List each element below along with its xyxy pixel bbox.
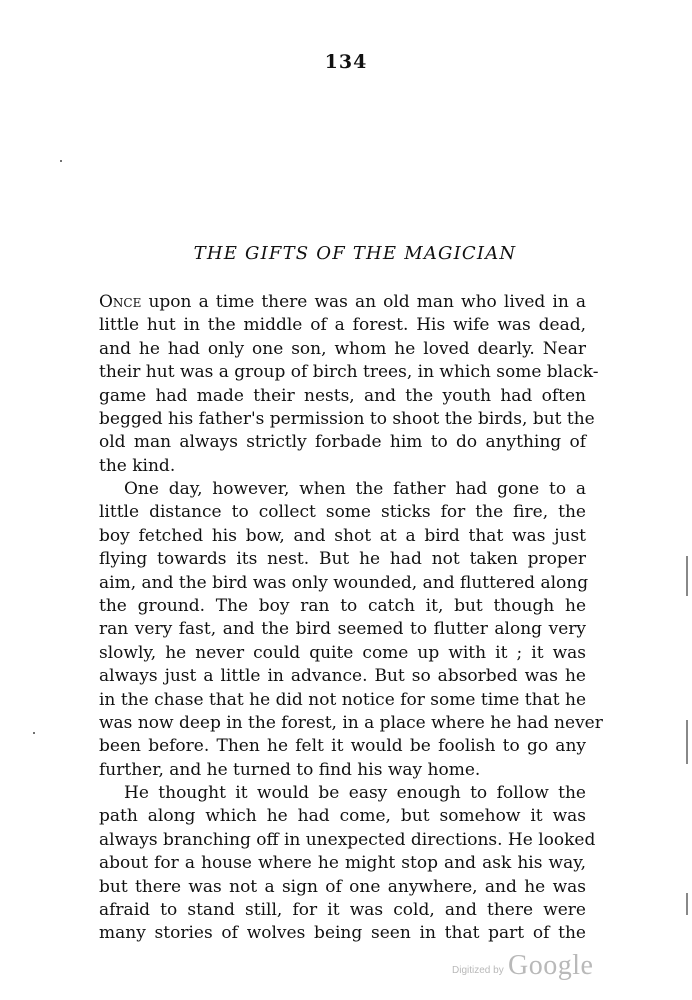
scan-edge-mark [686, 893, 688, 915]
text-line-rest: upon a time there was an old man who lived in a [141, 292, 586, 312]
text-line: their hut was a group of birch trees, in which some black- [99, 362, 599, 383]
text-line: little hut in the middle of a forest. His wife was dead, [99, 315, 586, 336]
text-line: many stories of wolves being seen in that part of the [99, 923, 586, 944]
digitized-watermark [452, 950, 592, 986]
text-line: little distance to collect some sticks for the fire, the [99, 502, 586, 523]
text-line: been before. Then he felt it would be foolish to go any [99, 736, 586, 757]
text-line: always branching off in unexpected directions. He looked [99, 829, 596, 850]
paper-speck [60, 160, 62, 162]
text-line: was now deep in the forest, in a place where he had never [99, 712, 603, 733]
text-line: but there was not a sign of one anywhere, and he was [99, 876, 586, 897]
text-line: and he had only one son, whom he loved dearly. Near [99, 338, 586, 359]
text-line: the ground. The boy ran to catch it, but though he [99, 595, 586, 616]
text-line: boy fetched his bow, and shot at a bird that was just [99, 525, 586, 546]
text-line: in the chase that he did not notice for some time that he [99, 689, 586, 710]
text-line: about for a house where he might stop and ask his way, [99, 853, 586, 874]
text-line: path along which he had come, but somehow it was [99, 806, 586, 827]
text-line: afraid to stand still, for it was cold, and there were [99, 899, 586, 920]
text-line: further, and he turned to find his way home. [99, 759, 481, 780]
text-line: He thought it would be easy enough to follow the [124, 783, 586, 803]
scan-edge-mark [686, 720, 688, 764]
text-line: slowly, he never could quite come up with it ; it was [99, 642, 586, 663]
chapter-title: THE GIFTS OF THE MAGICIAN [193, 243, 517, 264]
text-line: the kind. [99, 455, 176, 476]
text-line: begged his father's permission to shoot the birds, but the [99, 408, 595, 429]
scan-edge-mark [686, 556, 688, 596]
text-line: aim, and the bird was only wounded, and fluttered along [99, 572, 589, 593]
text-line: game had made their nests, and the youth had often [99, 385, 586, 406]
text-line: One day, however, when the father had gone to a [124, 479, 586, 499]
text-line: old man always strictly forbade him to do anything of [99, 432, 586, 453]
text-line [99, 291, 586, 314]
text-line: ran very fast, and the bird seemed to flutter along very [99, 619, 586, 640]
paragraph-2 [99, 478, 603, 782]
watermark-prefix: Digitized by [452, 965, 504, 976]
text-line: flying towards its nest. But he had not taken proper [99, 549, 586, 570]
paper-speck [33, 732, 35, 734]
watermark-logo: Google [508, 950, 594, 981]
page-number: 134 [324, 51, 368, 73]
lead-word: Once [99, 292, 142, 312]
paragraph-1 [99, 291, 599, 478]
paragraph-3 [99, 782, 596, 946]
text-line: always just a little in advance. But so absorbed was he [99, 666, 586, 687]
